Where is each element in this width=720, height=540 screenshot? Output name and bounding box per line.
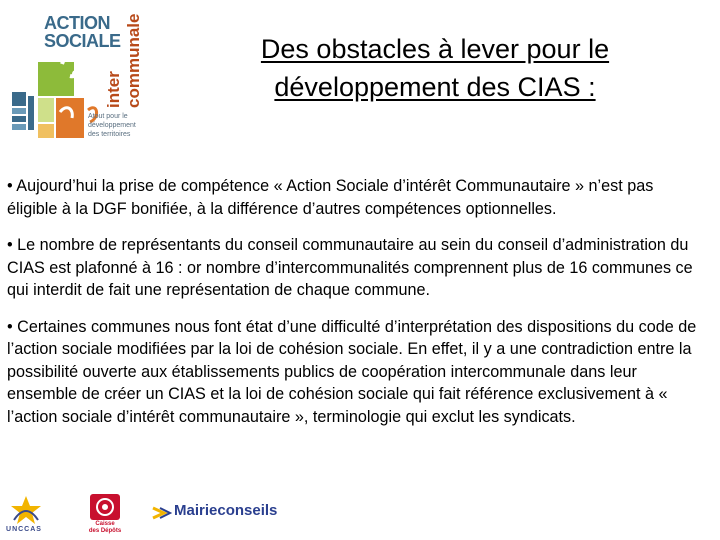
- logo-subtitle-line: Atout pour le: [88, 113, 128, 120]
- page-title: [170, 30, 700, 106]
- footer-logos: [0, 490, 720, 540]
- unccas-label: UNCCAS: [6, 526, 42, 533]
- title-line: Des obstacles à lever pour le: [260, 34, 610, 64]
- bullet-paragraph-dgf: • Aujourd’hui la prise de compétence « Action Sociale d’intérêt Communautaire » n’est pas éligible à la DGF bonifiée, à la différence d’autres compétences optionnelles.: [7, 177, 654, 218]
- logo-subtitle-line: développement: [88, 122, 136, 129]
- logo-subtitle: [88, 112, 158, 139]
- logo-vertical-text: [104, 8, 148, 108]
- caisse-label-line: Caisse: [95, 521, 115, 527]
- bullet-paragraph-representants: • Le nombre de représentants du conseil communautaire au sein du conseil d’administration du CIAS est plafonné à 16 : or nombre d’intercommunalités comprennent plus de 16 communes ce qui interdit de fait une représentation de chaque commune.: [7, 236, 693, 299]
- mairie-label: Mairieconseils: [174, 502, 278, 519]
- caisse-label-line: des Dépôts: [88, 528, 122, 534]
- logo-vertical-line: communale: [124, 13, 143, 108]
- mairie-arrow-icon: [152, 504, 172, 522]
- title-line: développement des CIAS :: [274, 72, 596, 102]
- logo-vertical-line: inter: [104, 71, 123, 108]
- caisse-label: [82, 521, 128, 535]
- logo-subtitle-line: des territoires: [88, 131, 131, 138]
- content-body: [7, 175, 707, 442]
- logo-title-line: SOCIALE: [44, 31, 121, 51]
- bullet-paragraph-interpretation: • Certaines communes nous font état d’une difficulté d’interprétation des dispositions du code de l’action sociale modifiées par la loi de cohésion sociale. En effet, il y a une contradiction entre la possibilité ouverte aux établissements publics de coopération intercommunale dans leur ensemble de créer un CIAS et la loi de cohésion sociale qui fait référence exclusivement à « l’action sociale d’intérêt communautaire », terminologie qui exclut les syndicats.: [7, 317, 697, 426]
- logo-title-line: ACTION: [44, 13, 110, 33]
- action-sociale-logo: [4, 4, 154, 154]
